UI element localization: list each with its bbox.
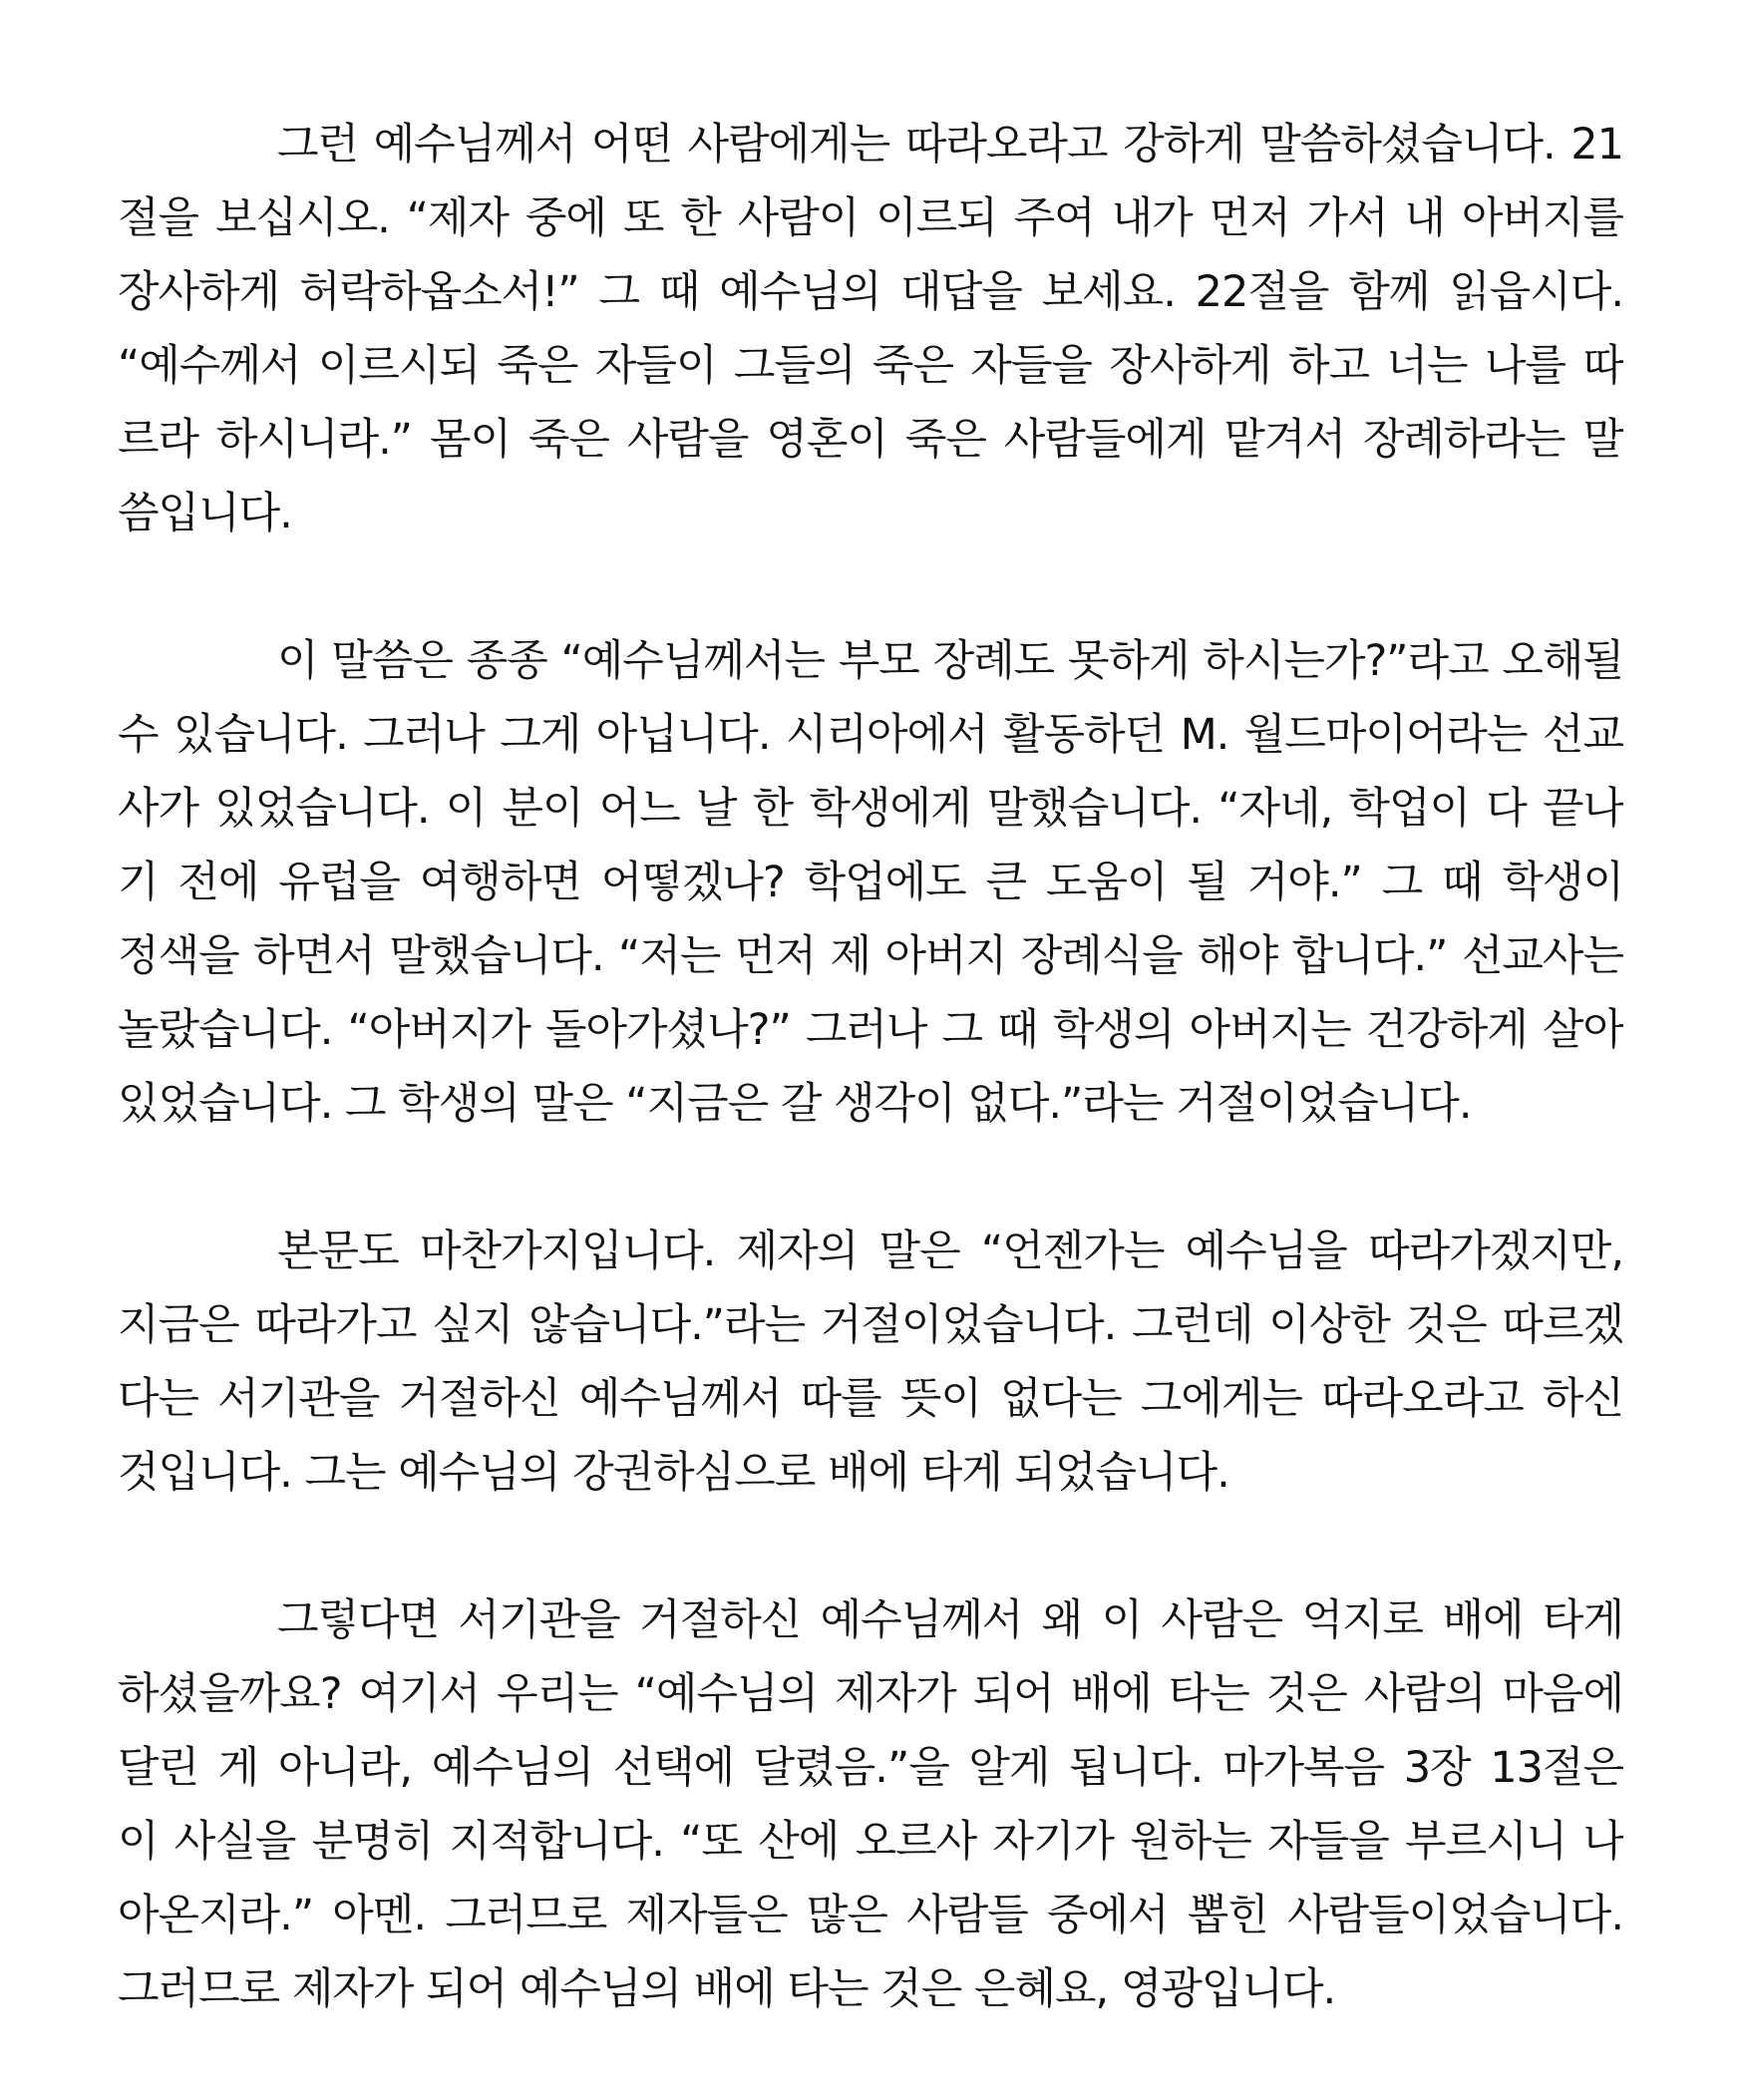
text-line: 다는 서기관을 거절하신 예수님께서 따를 뜻이 없다는 그에게는 따라오라고 하신 (118, 1374, 1623, 1424)
paragraph-3 (118, 1215, 1623, 1510)
text-line: 절을 보십시오. “제자 중에 또 한 사람이 이르되 주여 내가 먼저 가서 내 아버지를 (118, 193, 1623, 243)
text-line: 그러므로 제자가 되어 예수님의 배에 타는 것은 은혜요, 영광입니다. (118, 1964, 1336, 2014)
paragraph-1 (118, 108, 1623, 550)
text-line: 그런 예수님께서 어떤 사람에게는 따라오라고 강하게 말씀하셨습니다. 21 (277, 120, 1623, 170)
text-line: 기 전에 유럽을 여행하면 어떻겠나? 학업에도 큰 도움이 될 거야.” 그 때 학생이 (118, 858, 1623, 907)
sermon-text (118, 108, 1623, 2100)
text-line: 씀입니다. (118, 489, 292, 538)
text-line: 아온지라.” 아멘. 그러므로 제자들은 많은 사람들 중에서 뽑힌 사람들이었습니다. (118, 1891, 1623, 1940)
text-line: 하셨을까요? 여기서 우리는 “예수님의 제자가 되어 배에 타는 것은 사람의 마음에 (118, 1669, 1623, 1719)
text-line: “예수께서 이르시되 죽은 자들이 그들의 죽은 자들을 장사하게 하고 너는 나를 따 (118, 341, 1623, 391)
text-line: 본문도 마찬가지입니다. 제자의 말은 “언젠가는 예수님을 따라가겠지만, (277, 1226, 1623, 1276)
text-line: 이 사실을 분명히 지적합니다. “또 산에 오르사 자기가 원하는 자들을 부르시니 나 (118, 1817, 1623, 1867)
text-line: 정색을 하면서 말했습니다. “저는 먼저 제 아버지 장례식을 해야 합니다.” 선교사는 (118, 931, 1623, 981)
text-line: 것입니다. 그는 예수님의 강권하심으로 배에 타게 되었습니다. (118, 1448, 1229, 1498)
text-line: 그렇다면 서기관을 거절하신 예수님께서 왜 이 사람은 억지로 배에 타게 (277, 1595, 1623, 1645)
paragraph-2 (118, 624, 1623, 1141)
text-line: 지금은 따라가고 싶지 않습니다.”라는 거절이었습니다. 그런데 이상한 것은 따르겠 (118, 1300, 1623, 1350)
text-line: 수 있습니다. 그러나 그게 아닙니다. 시리아에서 활동하던 M. 월드마이어라는 선교 (118, 710, 1623, 760)
text-line: 장사하게 허락하옵소서!” 그 때 예수님의 대답을 보세요. 22절을 함께 읽읍시다. (118, 267, 1623, 317)
paragraph-4 (118, 1583, 1623, 2026)
text-line: 사가 있었습니다. 이 분이 어느 날 한 학생에게 말했습니다. “자네, 학업이 다 끝나 (118, 784, 1623, 834)
text-line: 달린 게 아니라, 예수님의 선택에 달렸음.”을 알게 됩니다. 마가복음 3장 13절은 (118, 1743, 1623, 1793)
text-line: 르라 하시니라.” 몸이 죽은 사람을 영혼이 죽은 사람들에게 맡겨서 장례하라는 말 (118, 415, 1623, 465)
text-line: 있었습니다. 그 학생의 말은 “지금은 갈 생각이 없다.”라는 거절이었습니다. (118, 1079, 1472, 1129)
text-line: 놀랐습니다. “아버지가 돌아가셨나?” 그러나 그 때 학생의 아버지는 건강하게 살아 (118, 1005, 1623, 1055)
text-line: 이 말씀은 종종 “예수님께서는 부모 장례도 못하게 하시는가?”라고 오해될 (277, 636, 1623, 686)
